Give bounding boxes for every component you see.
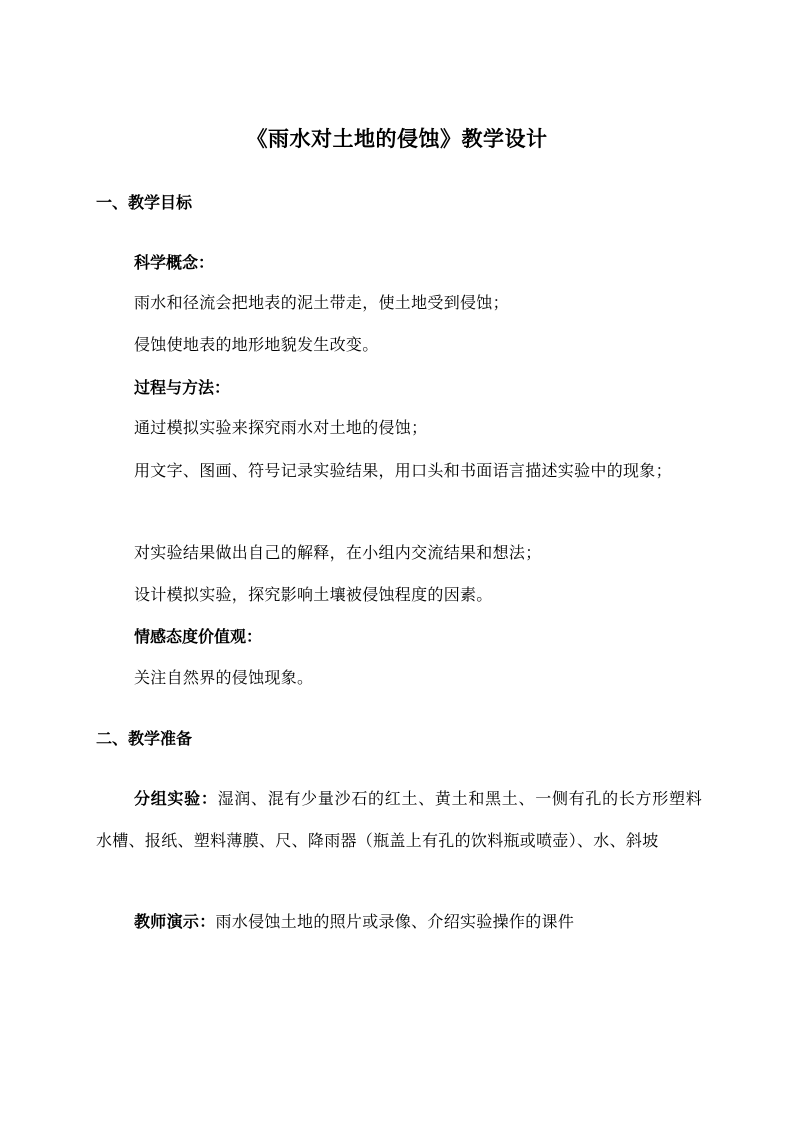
document-title: 《雨水对土地的侵蚀》教学设计: [246, 127, 548, 151]
text-line: 通过模拟实验来探究雨水对土地的侵蚀；: [134, 418, 428, 437]
text-paragraph: 用文字、图画、符号记录实验结果，用口头和书面语言描述实验中的现象；: [134, 461, 672, 480]
item-label: 分组实验：: [134, 789, 218, 808]
section-heading-teaching-preparation: 二、教学准备: [96, 729, 193, 748]
text-line: 对实验结果做出自己的解释，在小组内交流结果和想法；: [134, 543, 542, 562]
text-line: 侵蚀使地表的地形地貌发生改变。: [134, 335, 379, 354]
preparation-item-group-experiment: [96, 778, 702, 862]
item-label: 教师演示：: [134, 912, 216, 931]
subheading-science-concepts: 科学概念：: [134, 253, 215, 272]
text-line: 设计模拟实验，探究影响土壤被侵蚀程度的因素。: [134, 585, 493, 604]
text-line: 关注自然界的侵蚀现象。: [134, 668, 314, 687]
subheading-process-methods: 过程与方法：: [134, 378, 231, 397]
subheading-attitudes-values: 情感态度价值观：: [134, 627, 263, 646]
preparation-item-teacher-demo: [96, 901, 702, 943]
text-line: 雨水和径流会把地表的泥土带走，使土地受到侵蚀；: [134, 293, 509, 312]
item-text: 湿润、混有少量沙石的红土、黄土和黑土、一侧有孔的长方形塑料水槽、报纸、塑料薄膜、尺、降雨器（瓶盖上有孔的饮料瓶或喷壶）、水、斜坡: [96, 789, 702, 850]
item-text: 雨水侵蚀土地的照片或录像、介绍实验操作的课件: [215, 912, 575, 931]
section-heading-teaching-goals: 一、教学目标: [96, 193, 193, 212]
